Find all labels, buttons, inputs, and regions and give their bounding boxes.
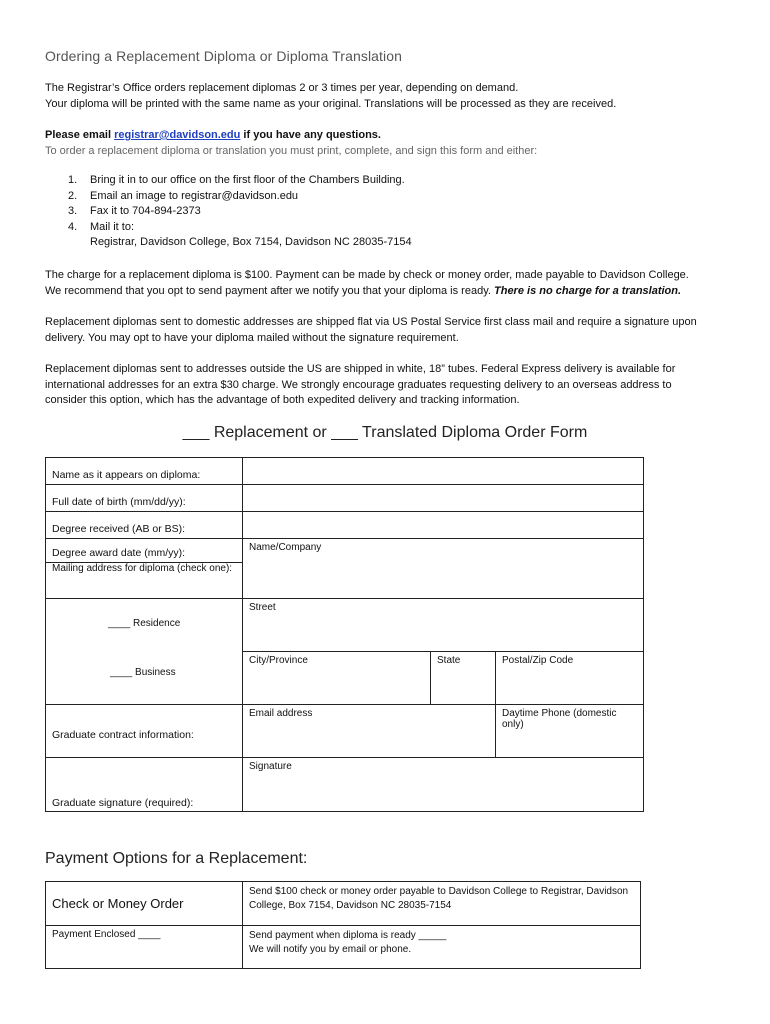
instruction-text: To order a replacement diploma or translation you must print, complete, and sign this form and either: bbox=[45, 145, 538, 157]
city-cell[interactable] bbox=[243, 652, 431, 705]
international-shipping-paragraph bbox=[45, 362, 725, 409]
international-line-2: international addresses for an extra $30 charge. We strongly encourage graduates requesting delivery to an overseas address to bbox=[45, 378, 672, 391]
degree-input-cell[interactable] bbox=[243, 512, 644, 539]
order-form-table bbox=[45, 457, 644, 812]
daytime-phone-label: Daytime Phone (domestic only) bbox=[502, 708, 617, 730]
registrar-email-link[interactable]: registrar@davidson.edu bbox=[114, 129, 241, 141]
intro-line-2: Your diploma will be printed with the same name as your original. Translations will be processed as they are received. bbox=[45, 97, 617, 110]
pay-later-option[interactable]: Send payment when diploma is ready _____ bbox=[249, 930, 447, 941]
domestic-shipping-paragraph bbox=[45, 315, 725, 346]
pay-later-cell[interactable] bbox=[243, 926, 641, 969]
degree-label: Degree received (AB or BS): bbox=[46, 512, 243, 539]
address-type-cell bbox=[46, 599, 243, 705]
intro-paragraph bbox=[45, 81, 725, 112]
charge-line-1: The charge for a replacement diploma is $100. Payment can be made by check or money order, made payable to Davidson College. bbox=[45, 269, 689, 281]
international-line-3: consider this option, which has the advantage of both expedited delivery and tracking information. bbox=[45, 394, 520, 406]
street-cell[interactable] bbox=[243, 599, 644, 652]
dob-label: Full date of birth (mm/dd/yy): bbox=[46, 485, 243, 512]
international-line-1: Replacement diplomas sent to addresses outside the US are shipped in white, 18” tubes. Federal Express delivery is available for bbox=[45, 363, 676, 375]
name-input-cell[interactable] bbox=[243, 458, 644, 485]
name-company-cell[interactable] bbox=[243, 539, 644, 599]
name-company-label: Name/Company bbox=[249, 542, 322, 553]
intro-line-1: The Registrar’s Office orders replacement diplomas 2 or 3 times per year, depending on demand. bbox=[45, 82, 519, 94]
list-item: 1. Bring it in to our office on the first floor of the Chambers Building. bbox=[68, 174, 405, 186]
charge-paragraph bbox=[45, 268, 725, 299]
state-cell[interactable] bbox=[431, 652, 496, 705]
order-form-title: ___ Replacement or ___ Translated Diploma Order Form bbox=[182, 424, 588, 441]
table-row bbox=[46, 485, 644, 512]
award-date-label: Degree award date (mm/yy): bbox=[46, 539, 243, 563]
no-charge-translation-note: There is no charge for a translation. bbox=[494, 284, 682, 297]
payment-enclosed-option[interactable]: Payment Enclosed ____ bbox=[46, 926, 243, 969]
document-title: Ordering a Replacement Diploma or Diploma Translation bbox=[45, 48, 403, 64]
table-row bbox=[46, 458, 644, 485]
check-instructions: Send $100 check or money order payable to Davidson College to Registrar, Davidson College, Box 7154, Davidson NC 28035-7154 bbox=[243, 882, 641, 926]
dob-input-cell[interactable] bbox=[243, 485, 644, 512]
table-row bbox=[46, 512, 644, 539]
postal-label: Postal/Zip Code bbox=[502, 655, 574, 666]
name-label: Name as it appears on diploma: bbox=[46, 458, 243, 485]
contact-line bbox=[45, 128, 725, 144]
domestic-line-1: Replacement diplomas sent to domestic addresses are shipped flat via US Postal Service first class mail and require a signature upon bbox=[45, 316, 697, 328]
table-row bbox=[46, 926, 641, 969]
list-item: 2. Email an image to registrar@davidson.edu bbox=[68, 189, 299, 202]
domestic-line-2: delivery. You may opt to have your diploma mailed without the signature requirement. bbox=[45, 331, 459, 344]
graduate-contact-label: Graduate contract information: bbox=[46, 705, 243, 758]
table-row bbox=[46, 539, 644, 563]
business-option[interactable]: ____ Business bbox=[110, 667, 176, 678]
state-label: State bbox=[437, 655, 461, 666]
daytime-phone-cell[interactable] bbox=[496, 705, 644, 758]
contact-prefix: Please email bbox=[45, 129, 115, 141]
residence-option[interactable]: ____ Residence bbox=[108, 618, 181, 629]
email-address-cell[interactable] bbox=[243, 705, 496, 758]
contact-suffix: if you have any questions. bbox=[240, 129, 381, 141]
mailing-address-label: Mailing address for diploma (check one): bbox=[46, 563, 243, 599]
signature-cell[interactable] bbox=[243, 758, 644, 812]
list-item: 4. Mail it to: bbox=[68, 220, 135, 233]
payment-options-table bbox=[45, 881, 641, 969]
submission-options-list bbox=[68, 173, 412, 251]
table-row bbox=[46, 882, 641, 926]
city-label: City/Province bbox=[249, 655, 308, 666]
table-row bbox=[46, 758, 644, 812]
signature-label: Signature bbox=[249, 761, 292, 772]
graduate-signature-label: Graduate signature (required): bbox=[46, 758, 243, 812]
table-row bbox=[46, 705, 644, 758]
email-address-label: Email address bbox=[249, 708, 313, 719]
postal-cell[interactable] bbox=[496, 652, 644, 705]
payment-options-title: Payment Options for a Replacement: bbox=[45, 850, 308, 867]
list-item: 3. Fax it to 704-894-2373 bbox=[68, 205, 201, 217]
pay-later-note: We will notify you by email or phone. bbox=[249, 944, 412, 955]
table-row bbox=[46, 599, 644, 652]
street-label: Street bbox=[249, 602, 276, 613]
check-money-order-label: Check or Money Order bbox=[46, 882, 243, 926]
list-item: Registrar, Davidson College, Box 7154, Davidson NC 28035-7154 bbox=[90, 236, 412, 248]
charge-line-2: We recommend that you opt to send payment after we notify you that your diploma is ready. There is no charge for a translation. bbox=[45, 284, 682, 297]
